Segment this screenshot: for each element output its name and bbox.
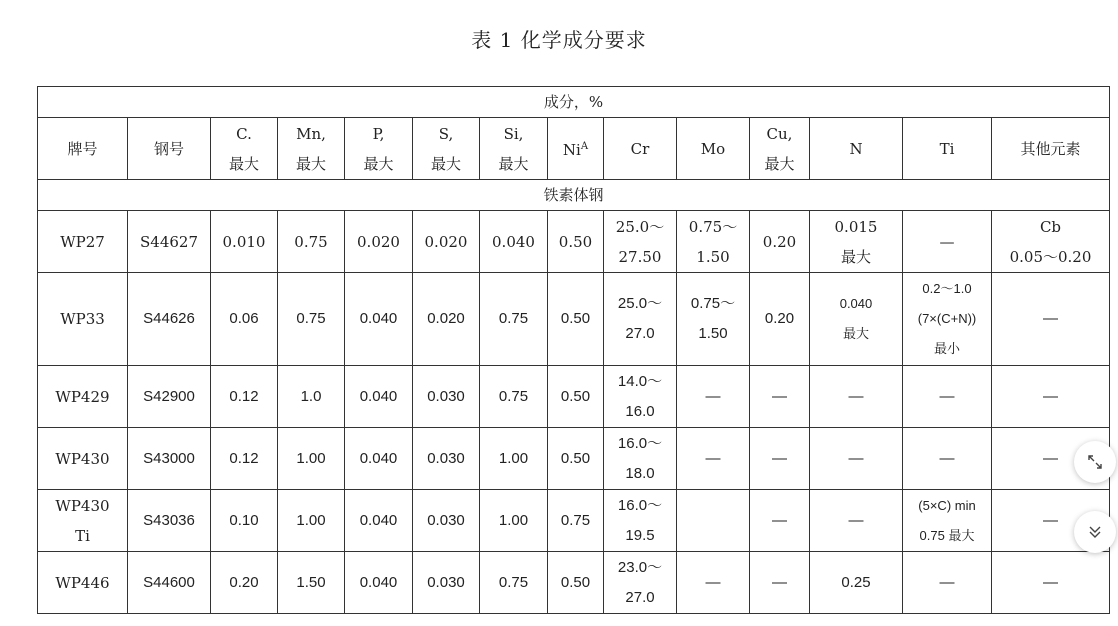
column-subtitle: 最大 [363, 154, 394, 173]
table-row [38, 552, 1110, 614]
column-header-row [38, 118, 1110, 180]
cell-line: 16.0～ [617, 496, 663, 514]
table-cell-steel: S43036 [128, 490, 211, 552]
table-caption: 表 1 化学成分要求 [471, 28, 647, 52]
column-header [548, 118, 604, 180]
table-cell-mn: 1.50 [278, 552, 345, 614]
cell-line: — [1043, 310, 1058, 327]
cell-line: 19.5 [625, 526, 655, 544]
cell-line: 18.0 [625, 464, 655, 482]
table-cell-grade [38, 428, 128, 490]
cell-line: — [1043, 387, 1058, 405]
table-cell-si: 0.75 [480, 366, 548, 428]
column-name: P, [372, 124, 385, 143]
table-cell-n [810, 366, 903, 428]
column-subtitle: 最大 [228, 154, 259, 173]
table-cell-steel: S44627 [128, 211, 211, 273]
table-cell-mn: 1.00 [278, 490, 345, 552]
column-name: 钢号 [153, 139, 184, 158]
cell-line: 0.05～0.20 [1009, 247, 1092, 266]
table-cell-cr [604, 366, 677, 428]
cell-line: (7×(C+N)) [917, 311, 977, 326]
table-cell-si: 1.00 [480, 428, 548, 490]
table-cell-cr [604, 273, 677, 366]
cell-line: 16.0 [625, 402, 655, 420]
column-header [278, 118, 345, 180]
cell-line: — [848, 387, 864, 405]
table-cell-cu: — [750, 490, 810, 552]
section-label: 铁素体钢 [38, 180, 1110, 211]
table-cell-grade [38, 211, 128, 273]
chemical-composition-table [37, 86, 1110, 614]
column-name: Cr [630, 139, 650, 158]
column-name: 其他元素 [1020, 139, 1081, 158]
cell-line: 最小 [933, 341, 960, 356]
column-header [38, 118, 128, 180]
cell-line: 0.040 [839, 296, 873, 311]
table-cell-c: 0.010 [211, 211, 278, 273]
column-name: Ti [939, 139, 955, 158]
cell-line: WP27 [60, 232, 105, 251]
column-name: Si, [503, 124, 524, 143]
table-cell-si: 0.040 [480, 211, 548, 273]
table-cell-s: 0.030 [413, 490, 480, 552]
column-header [128, 118, 211, 180]
table-cell-si: 1.00 [480, 490, 548, 552]
table-cell-ni: 0.75 [548, 490, 604, 552]
table-cell-p: 0.040 [345, 428, 413, 490]
table-cell-c: 0.06 [211, 273, 278, 366]
cell-line: 最大 [842, 326, 869, 341]
cell-line: WP446 [55, 573, 110, 592]
table-cell-steel: S43000 [128, 428, 211, 490]
table-cell-cu: 0.20 [750, 211, 810, 273]
table-cell-s: 0.030 [413, 552, 480, 614]
column-name: Mn, [296, 124, 326, 143]
table-cell-grade [38, 366, 128, 428]
table-cell-grade [38, 490, 128, 552]
cell-line: 最大 [840, 247, 871, 266]
table-cell-n [810, 211, 903, 273]
table-cell-ti [903, 273, 992, 366]
column-subtitle: 最大 [498, 154, 529, 173]
column-name: 牌号 [67, 139, 98, 158]
table-cell-ni: 0.50 [548, 211, 604, 273]
cell-line: (5×C) min [918, 497, 976, 513]
table-cell-ti [903, 366, 992, 428]
table-cell-n [810, 273, 903, 366]
column-header [810, 118, 903, 180]
cell-line: 0.25 [841, 573, 871, 591]
column-header [211, 118, 278, 180]
column-subtitle: 最大 [295, 154, 326, 173]
table-cell-other [992, 552, 1110, 614]
composition-header: 成分，% [38, 87, 1110, 118]
column-header [480, 118, 548, 180]
column-name: Ni [562, 141, 581, 159]
column-name: Mo [700, 139, 726, 158]
table-cell-mo [677, 211, 750, 273]
table-cell-p: 0.040 [345, 273, 413, 366]
table-cell-ti [903, 490, 992, 552]
table-cell-steel: S42900 [128, 366, 211, 428]
table-cell-cu: — [750, 552, 810, 614]
cell-line: 27.0 [625, 588, 655, 606]
table-row [38, 211, 1110, 273]
cell-line: 23.0～ [617, 558, 663, 576]
table-cell-c: 0.10 [211, 490, 278, 552]
table-cell-cr [604, 490, 677, 552]
cell-line: — [705, 387, 721, 405]
table-cell-c: 0.12 [211, 428, 278, 490]
column-subtitle: 最大 [764, 154, 795, 173]
column-superscript: A [580, 141, 589, 152]
cell-line: WP429 [55, 387, 110, 406]
cell-line: — [705, 449, 721, 467]
cell-line: — [1043, 511, 1058, 529]
table-cell-cr [604, 211, 677, 273]
table-cell-c: 0.12 [211, 366, 278, 428]
column-name: C. [236, 124, 252, 143]
table-cell-grade [38, 273, 128, 366]
expand-button[interactable] [1074, 441, 1116, 483]
column-header [677, 118, 750, 180]
table-cell-p: 0.040 [345, 366, 413, 428]
table-cell-other [992, 211, 1110, 273]
cell-line: 0.2～1.0 [922, 281, 972, 296]
table-cell-mn: 1.0 [278, 366, 345, 428]
cell-line: — [939, 387, 955, 405]
column-header [345, 118, 413, 180]
table-cell-si: 0.75 [480, 273, 548, 366]
column-header [903, 118, 992, 180]
column-name: N [849, 139, 863, 158]
table-cell-steel: S44600 [128, 552, 211, 614]
table-cell-mo [677, 428, 750, 490]
cell-line: WP430 [55, 496, 110, 515]
column-header [413, 118, 480, 180]
table-cell-grade [38, 552, 128, 614]
cell-line: 1.50 [696, 247, 730, 266]
table-cell-ti [903, 428, 992, 490]
column-header [750, 118, 810, 180]
table-cell-p: 0.020 [345, 211, 413, 273]
cell-line: 0.75～ [688, 217, 738, 236]
column-name: Cu, [766, 124, 793, 143]
table-cell-steel: S44626 [128, 273, 211, 366]
table-cell-mo [677, 273, 750, 366]
cell-line: — [705, 573, 721, 591]
cell-line: 0.75～ [690, 295, 736, 312]
table-cell-other [992, 366, 1110, 428]
table-cell-mn: 0.75 [278, 211, 345, 273]
table-cell-ti [903, 552, 992, 614]
table-cell-ni: 0.50 [548, 366, 604, 428]
cell-line: 27.50 [618, 247, 662, 266]
cell-line: 16.0～ [617, 434, 663, 452]
cell-line: 0.015 [834, 217, 878, 236]
expand-icon [1086, 453, 1104, 471]
cell-line: 0.75 最大 [919, 527, 975, 543]
table-cell-s: 0.030 [413, 366, 480, 428]
cell-line: — [939, 449, 955, 467]
table-cell-mo [677, 552, 750, 614]
table-cell-cu: — [750, 428, 810, 490]
table-cell-n [810, 490, 903, 552]
table-cell-p: 0.040 [345, 490, 413, 552]
column-subtitle: 最大 [430, 154, 461, 173]
table-row [38, 490, 1110, 552]
column-header [992, 118, 1110, 180]
cell-line: — [1043, 449, 1058, 467]
table-cell-other [992, 273, 1110, 366]
table-row [38, 273, 1110, 366]
cell-line: — [848, 449, 864, 467]
cell-line: WP33 [60, 310, 105, 328]
cell-line: 14.0～ [617, 372, 663, 390]
cell-line: 25.0～ [615, 217, 665, 236]
table-cell-ni: 0.50 [548, 428, 604, 490]
table-cell-s: 0.030 [413, 428, 480, 490]
scroll-down-button[interactable] [1074, 511, 1116, 553]
table-cell-mo [677, 490, 750, 552]
table-cell-s: 0.020 [413, 211, 480, 273]
cell-line: 25.0～ [617, 295, 663, 312]
table-cell-cu: 0.20 [750, 273, 810, 366]
cell-line: 1.50 [698, 325, 728, 342]
table-cell-mn: 0.75 [278, 273, 345, 366]
column-name: S, [438, 124, 454, 143]
table-cell-p: 0.040 [345, 552, 413, 614]
table-cell-mo [677, 366, 750, 428]
cell-line: WP430 [55, 449, 110, 468]
chevron-double-down-icon [1086, 523, 1104, 541]
table-cell-ni: 0.50 [548, 552, 604, 614]
table-cell-n [810, 428, 903, 490]
table-row [38, 428, 1110, 490]
table-cell-s: 0.020 [413, 273, 480, 366]
table-cell-c: 0.20 [211, 552, 278, 614]
table-cell-cr [604, 552, 677, 614]
cell-line: Ti [75, 526, 90, 545]
table-row [38, 366, 1110, 428]
table-cell-mn: 1.00 [278, 428, 345, 490]
table-cell-ti [903, 211, 992, 273]
table-cell-n [810, 552, 903, 614]
cell-line: — [848, 511, 864, 529]
table-cell-cu: — [750, 366, 810, 428]
table-cell-ni: 0.50 [548, 273, 604, 366]
column-header [604, 118, 677, 180]
cell-line: — [939, 232, 955, 251]
table-cell-cr [604, 428, 677, 490]
cell-line: Cb [1039, 217, 1062, 236]
cell-line: 27.0 [625, 325, 655, 342]
table-cell-si: 0.75 [480, 552, 548, 614]
cell-line: — [1043, 573, 1058, 591]
cell-line: — [939, 573, 955, 591]
